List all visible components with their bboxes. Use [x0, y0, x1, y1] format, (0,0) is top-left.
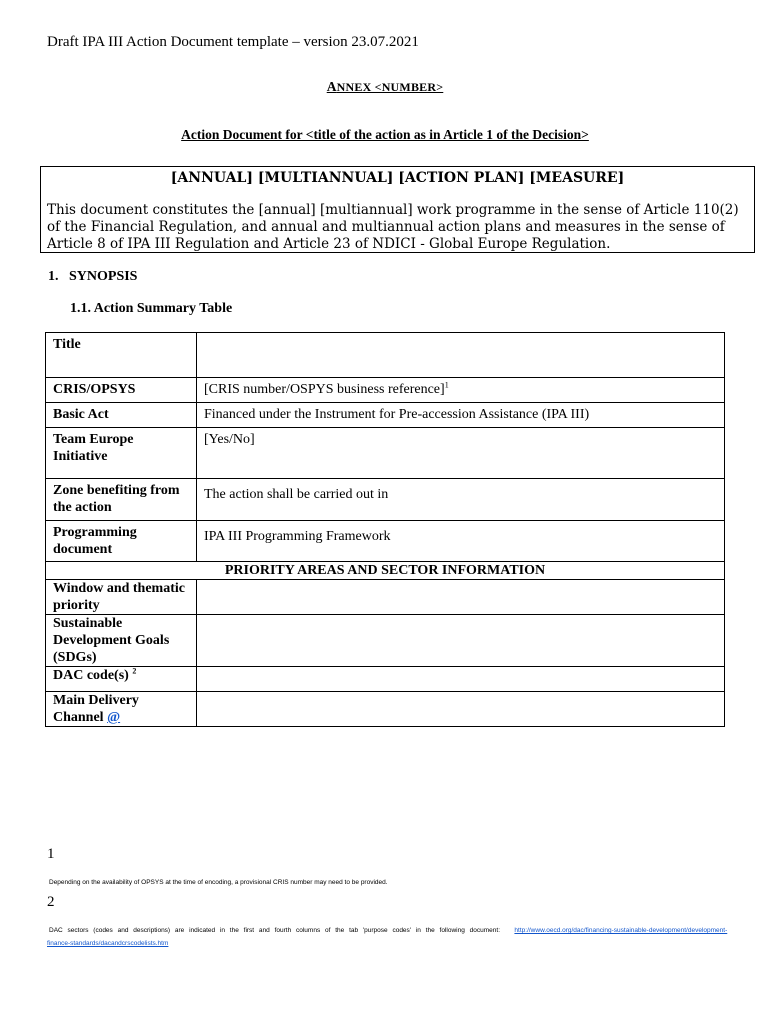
row-value-title: [197, 333, 725, 378]
row-value-sdgs: [197, 615, 725, 667]
row-value-basic-act: Financed under the Instrument for Pre-accession Assistance (IPA III): [197, 403, 725, 428]
row-label-programming: Programming document: [46, 521, 197, 562]
action-summary-table: [45, 332, 725, 727]
section-synopsis-heading: 1. SYNOPSIS: [48, 269, 138, 284]
row-label-basic-act: Basic Act: [46, 403, 197, 428]
footnote-number-2: 2: [47, 894, 55, 910]
table-row: [46, 479, 725, 521]
footnote-2-link-cont: [47, 940, 168, 947]
row-label-sdgs: Sustainable Development Goals (SDGs): [46, 615, 197, 667]
table-row: [46, 615, 725, 667]
row-value-dac: [197, 667, 725, 692]
section-action-summary-heading: 1.1. Action Summary Table: [70, 301, 233, 316]
intro-box-heading: [ANNUAL] [MULTIANNUAL] [ACTION PLAN] [MEASURE]: [170, 170, 625, 186]
footnote-number-1: 1: [47, 846, 55, 862]
footnote-text-2: [49, 927, 729, 934]
delivery-channel-link[interactable]: @: [107, 710, 121, 725]
row-value-cris: [197, 378, 725, 403]
table-row: [46, 378, 725, 403]
table-row: [46, 521, 725, 562]
table-row: [46, 428, 725, 479]
row-label-zone: Zone benefiting from the action: [46, 479, 197, 521]
footnote-2-link[interactable]: http://www.oecd.org/dac/financing-sustainable-development/development-: [514, 927, 728, 934]
row-label-team-europe: Team Europe Initiative: [46, 428, 197, 479]
page-header: Draft IPA III Action Document template – version 23.07.2021: [47, 34, 419, 50]
intro-box: [40, 166, 755, 253]
annex-rest: NNEX <NUMBER>: [336, 80, 444, 94]
footnote-ref-1[interactable]: 1: [444, 380, 449, 390]
row-label-cris: CRIS/OPSYS: [46, 378, 197, 403]
cris-value: [CRIS number/OSPYS business reference]: [204, 382, 445, 397]
row-label-dac: [46, 667, 197, 692]
row-value-window: [197, 580, 725, 615]
footnote-2-link-part2[interactable]: finance-standards/dacandcrscodelists.htm: [47, 940, 169, 947]
document-title: Action Document for <title of the action as in Article 1 of the Decision>: [181, 127, 589, 142]
table-row: [46, 333, 725, 378]
row-value-team-europe: [Yes/No]: [197, 428, 725, 479]
dac-label: DAC code(s): [53, 668, 129, 683]
table-row: [46, 562, 725, 580]
row-value-programming: IPA III Programming Framework: [197, 521, 725, 562]
annex-first-letter: A: [326, 79, 337, 94]
delivery-label: Main Delivery Channel: [53, 693, 139, 725]
row-label-delivery: [46, 692, 197, 727]
table-row: [46, 667, 725, 692]
footnote-text-1: Depending on the availability of OPSYS at the time of encoding, a provisional CRIS number may need to be provided.: [49, 879, 388, 886]
table-row: [46, 692, 725, 727]
priority-areas-header: PRIORITY AREAS AND SECTOR INFORMATION: [46, 562, 725, 580]
row-label-title: Title: [46, 333, 197, 378]
table-row: [46, 580, 725, 615]
intro-box-body: This document constitutes the [annual] [multiannual] work programme in the sense of Article 110(2) of the Financial Regulation, and annual and multiannual action plans and measures in the sense of Article 8 of IPA III Regulation and Article 23 of NDICI - Global Europe Regulation.: [47, 202, 739, 252]
table-row: [46, 403, 725, 428]
annex-number: [0, 79, 770, 95]
footnote-ref-2[interactable]: 2: [132, 666, 137, 676]
row-value-delivery: [197, 692, 725, 727]
row-label-window: Window and thematic priority: [46, 580, 197, 615]
row-value-zone: The action shall be carried out in: [197, 479, 725, 521]
footnote-2-text: DAC sectors (codes and descriptions) are indicated in the first and fourth columns of the tab 'purpose codes' in the following document:: [49, 927, 500, 934]
